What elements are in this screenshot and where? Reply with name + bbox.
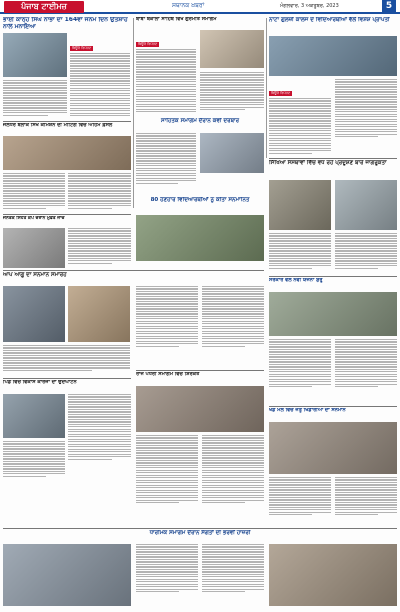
- story-text: [70, 34, 130, 118]
- story-text: [68, 228, 131, 268]
- story-text: [68, 173, 131, 213]
- headline: ਸਾਹਿਤਕ ਸਮਾਗਮ ਦੌਰਾਨ ਕਵੀ ਦਰਬਾਰ: [161, 118, 239, 124]
- story-text: [202, 544, 264, 608]
- page-number: 5: [382, 0, 396, 12]
- story-divider: [136, 370, 264, 371]
- story-text: [269, 79, 331, 154]
- story-text: [3, 345, 130, 375]
- story-divider: [3, 214, 131, 215]
- story-photo: [200, 133, 264, 173]
- story-9: [3, 272, 264, 284]
- headline: ਖੇਡ ਮੇਲੇ ਵਿੱਚ ਜੇਤੂ ਖਿਡਾਰੀਆਂ ਦਾ ਸਨਮਾਨ: [269, 408, 346, 413]
- headline: ਰਾਜ ਪੱਧਰੀ ਸਮਾਗਮ ਵਿੱਚ ਸ਼ਿਰਕਤ: [136, 372, 200, 377]
- story-text: [3, 441, 65, 481]
- group-photo: [269, 292, 397, 336]
- bureau-tag: ਬਿਊਰੋ ਰਿਪੋਰਟ: [138, 42, 158, 46]
- issue-date: ਮੰਗਲਵਾਰ, 3 ਅਕਤੂਬਰ, 2023: [280, 3, 339, 9]
- award-photo: [136, 215, 264, 261]
- story-text: [335, 339, 397, 403]
- headline: ਜਲੰਧਰ ਬਲਾਕ ਸਿੱਖ ਕਮਿਸ਼ਨ ਦੀ ਮੀਟਿੰਗ ਵਿੱਚ ਅਹਿਮ ਫ਼ੈਸਲੇ: [3, 123, 113, 128]
- story-text: [202, 435, 264, 525]
- story-text: [136, 435, 198, 525]
- story-text: [202, 286, 264, 366]
- story-text: [136, 286, 198, 366]
- headline: ਪਿੰਡ ਵਿੱਚ ਵਿਕਾਸ ਕਾਰਜਾਂ ਦਾ ਉਦਘਾਟਨ: [3, 380, 77, 385]
- event-photo: [269, 544, 397, 606]
- event-photo: [136, 386, 264, 432]
- story-text: [269, 477, 331, 527]
- story-14: [3, 530, 397, 542]
- story-divider: [3, 378, 131, 379]
- headline: ਜਨਤਕ ਸਿਹਤ ਕੈਂਪ ਦੌਰਾਨ ਮੁਫ਼ਤ ਜਾਂਚ: [3, 216, 65, 221]
- headline: ਭਾਈ ਕਾਨ੍ਹ ਸਿੰਘ ਨਾਭਾ ਦਾ 164ਵਾਂ ਜਨਮ ਦਿਨ ਉਤਸ਼ਾਹ ਨਾਲ ਮਨਾਇਆ: [3, 17, 128, 30]
- meeting-photo: [3, 136, 131, 170]
- headline: ਧਾਰਮਿਕ ਸਮਾਗਮ ਦੌਰਾਨ ਸੰਗਤਾਂ ਦੀ ਭਰਵੀਂ ਹਾਜ਼ਰੀ: [149, 530, 251, 536]
- section-name: ਸਥਾਨਕ ਖ਼ਬਰਾਂ: [172, 2, 205, 9]
- portrait-photo: [200, 30, 264, 68]
- story-photo: [68, 286, 130, 342]
- headline: ਸਿੱਖਿਆ ਸੰਸਥਾਵਾਂ ਵਿੱਚ ਵਧ ਰਹੇ ਪ੍ਰਦੂਸ਼ਣ ਬਾਰੇ ਜਾਗਰੂਕਤਾ: [269, 160, 387, 166]
- story-photo: [335, 180, 397, 230]
- story-11: [136, 372, 264, 384]
- group-photo: [269, 36, 397, 76]
- story-divider: [269, 406, 397, 407]
- story-text: [3, 173, 65, 213]
- story-text: [335, 233, 397, 273]
- story-10: [269, 278, 397, 290]
- story-divider: [3, 528, 397, 529]
- story-text: [136, 133, 196, 193]
- headline: 80 ਹੋਣਹਾਰ ਵਿਦਿਆਰਥੀਆਂ ਨੂੰ ਕੀਤਾ ਸਨਮਾਨਿਤ: [150, 197, 250, 203]
- story-text: [269, 339, 331, 403]
- story-5: [3, 123, 131, 135]
- column-divider: [266, 18, 267, 158]
- story-photo: [269, 180, 331, 230]
- event-photo: [3, 544, 131, 606]
- story-8: [3, 216, 131, 226]
- story-text: [200, 72, 264, 114]
- story-photo: [3, 394, 65, 438]
- story-7: [269, 160, 397, 178]
- story-4: [136, 118, 264, 132]
- story-13: [269, 408, 397, 420]
- bureau-tag: ਬਿਊਰੋ ਰਿਪੋਰਟ: [72, 46, 92, 50]
- newspaper-logo: ਪੰਜਾਬ ਟਾਈਮਜ਼: [4, 1, 84, 13]
- headline: ਨਾਟਾ ਗੁਲਜ਼ੀ ਕਾਲਜ ਦੇ ਵਿਦਿਆਰਥੀਆਂ ਵੱਲੋਂ ਵਿਸ਼ੇਸ਼ ਪ੍ਰਾਪਤੀ: [269, 17, 390, 23]
- story-photo: [3, 228, 65, 268]
- masthead: [0, 0, 400, 14]
- story-text: [269, 233, 331, 273]
- headline: ਬਾਬਾ ਬਕਾਲਾ ਸਾਹਿਬ ਵਿਖੇ ਗੁਰਮਤਿ ਸਮਾਗਮ: [136, 17, 217, 22]
- story-divider: [269, 158, 397, 159]
- story-6: [136, 197, 264, 213]
- story-photo: [3, 33, 67, 77]
- story-12: [3, 380, 131, 392]
- story-divider: [269, 276, 397, 277]
- story-divider: [3, 121, 131, 122]
- headline: ਆਪ ਆਗੂ ਦਾ ਸਨਮਾਨ ਸਮਾਰੋਹ: [3, 272, 67, 278]
- headline: ਸਰਕਾਰ ਵੱਲੋਂ ਨਵੀਂ ਯੋਜਨਾ ਸ਼ੁਰੂ: [269, 278, 323, 283]
- story-photo: [3, 286, 65, 342]
- story-text: [68, 394, 131, 480]
- bureau-tag: ਬਿਊਰੋ ਰਿਪੋਰਟ: [271, 91, 291, 95]
- story-text: [335, 477, 397, 527]
- story-3: [269, 17, 397, 35]
- story-text: [136, 544, 198, 608]
- story-text: [136, 30, 196, 114]
- column-divider: [133, 18, 134, 208]
- sports-photo: [269, 422, 397, 474]
- story-text: [335, 79, 397, 154]
- story-text: [3, 80, 67, 118]
- story-divider: [3, 270, 264, 271]
